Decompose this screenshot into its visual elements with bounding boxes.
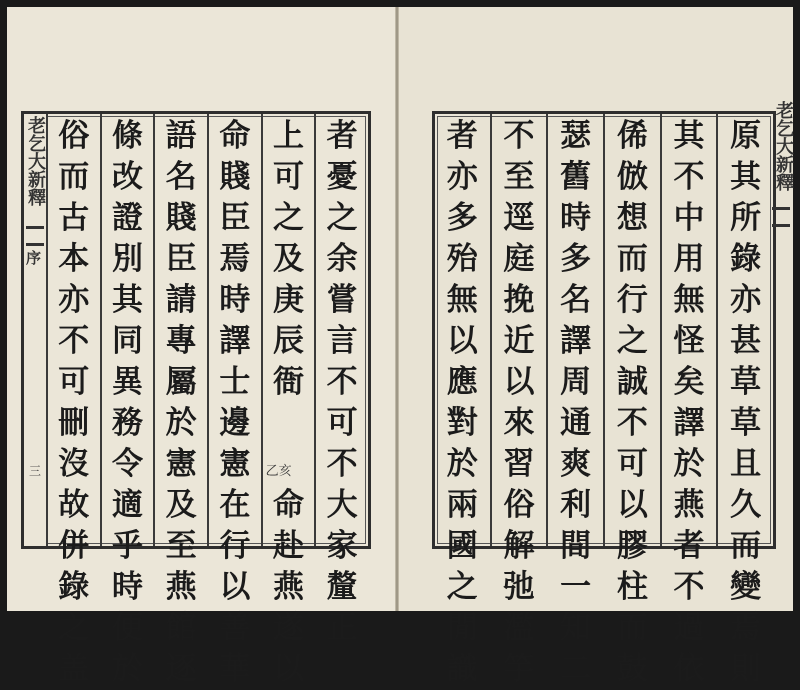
glyph: 語	[165, 118, 197, 154]
glyph: 不	[58, 323, 90, 359]
glyph: 鼓	[616, 651, 648, 687]
glyph: 上	[272, 118, 304, 154]
glyph: 以	[446, 323, 478, 359]
margin-banner	[24, 114, 46, 546]
glyph: 大	[326, 487, 358, 523]
glyph: 所	[730, 200, 762, 236]
glyph: 之	[58, 610, 90, 646]
glyph: 其	[730, 159, 762, 195]
glyph: 譯	[673, 405, 705, 441]
right-column-2	[660, 114, 717, 687]
glyph: 燕	[272, 569, 304, 605]
glyph: 亦	[446, 159, 478, 195]
glyph: 衙	[272, 364, 304, 400]
right-column-5	[490, 114, 547, 687]
left-page	[7, 7, 395, 687]
glyph: 過	[673, 610, 705, 646]
left-column-3	[207, 114, 261, 687]
glyph: 古	[58, 200, 90, 236]
glyph: 臣	[165, 241, 197, 277]
glyph: 言	[326, 323, 358, 359]
glyph: 憲	[219, 446, 251, 482]
glyph: 俗	[58, 118, 90, 154]
glyph: 柱	[616, 569, 648, 605]
glyph: 賤	[219, 159, 251, 195]
glyph: 命	[272, 487, 304, 523]
glyph: 正	[326, 610, 358, 646]
glyph: 者	[446, 118, 478, 154]
glyph: 草	[730, 364, 762, 400]
glyph: 閒	[446, 610, 478, 646]
glyph: 中	[673, 200, 705, 236]
glyph: 多	[446, 200, 478, 236]
glyph: 盖	[58, 651, 90, 687]
glyph: 釐	[326, 569, 358, 605]
glyph: 燕	[165, 569, 197, 605]
page-number: 三	[28, 464, 41, 478]
glyph: 之	[326, 200, 358, 236]
glyph: 行	[219, 528, 251, 564]
glyph: 應	[446, 364, 478, 400]
glyph: 而	[730, 528, 762, 564]
glyph: 在	[219, 487, 251, 523]
glyph: 焉	[730, 610, 762, 646]
glyph: 變	[730, 569, 762, 605]
glyph: 原	[730, 118, 762, 154]
glyph: 庚	[272, 282, 304, 318]
glyph: 解	[503, 528, 535, 564]
glyph: 於	[165, 405, 197, 441]
glyph: 便	[111, 610, 143, 646]
glyph: 時	[111, 569, 143, 605]
glyph: 邊	[219, 405, 251, 441]
glyph: 余	[326, 241, 358, 277]
glyph: 譯	[219, 323, 251, 359]
left-column-5	[100, 114, 154, 687]
right-column-3	[603, 114, 660, 687]
glyph: 本	[58, 241, 90, 277]
glyph: 知	[560, 610, 592, 646]
glyph: 併	[58, 528, 90, 564]
glyph: 利	[560, 487, 592, 523]
glyph: 濫	[503, 610, 535, 646]
glyph: 乎	[111, 528, 143, 564]
glyph	[273, 403, 304, 444]
glyph: 其	[673, 118, 705, 154]
glyph: 故	[58, 487, 90, 523]
glyph: 逐	[165, 651, 197, 687]
glyph: 久	[730, 487, 762, 523]
glyph: 至	[165, 528, 197, 564]
glyph: 不	[503, 118, 535, 154]
glyph: 依	[673, 651, 705, 687]
glyph: 草	[730, 405, 762, 441]
glyph: 倣	[616, 159, 648, 195]
glyph: 殆	[446, 241, 478, 277]
glyph: 者	[673, 528, 705, 564]
glyph: 弛	[503, 569, 535, 605]
glyph: 至	[503, 159, 535, 195]
glyph: 則	[730, 651, 762, 687]
glyph: 亦	[730, 282, 762, 318]
glyph: 識	[446, 651, 478, 687]
right-column-6	[435, 114, 490, 687]
right-column-4	[546, 114, 603, 687]
glyph: 譯	[560, 323, 592, 359]
glyph: 於	[673, 446, 705, 482]
glyph: 憂	[326, 159, 358, 195]
glyph: 對	[446, 405, 478, 441]
glyph: 臣	[219, 200, 251, 236]
glyph: 舊	[560, 159, 592, 195]
glyph: 條	[111, 118, 143, 154]
glyph: 竽	[503, 651, 535, 687]
glyph: 辰	[272, 323, 304, 359]
glyph: 周	[560, 364, 592, 400]
glyph: 且	[730, 446, 762, 482]
glyph: 同	[111, 323, 143, 359]
left-column-2	[261, 114, 315, 687]
glyph: 以	[272, 651, 304, 687]
glyph: 於	[446, 446, 478, 482]
glyph: 赴	[272, 528, 304, 564]
glyph: 行	[616, 282, 648, 318]
glyph: 俗	[503, 487, 535, 523]
glyph: 誠	[616, 364, 648, 400]
glyph: 近	[503, 323, 535, 359]
glyph: 一	[560, 569, 592, 605]
glyph: 錄	[730, 241, 762, 277]
glyph: 其	[111, 282, 143, 318]
glyph: 挽	[503, 282, 535, 318]
right-text-frame	[432, 111, 776, 687]
glyph: 之	[272, 200, 304, 236]
glyph: 甚	[730, 323, 762, 359]
glyph: 可	[272, 159, 304, 195]
right-fishtail-ornament	[772, 207, 790, 227]
glyph: 館	[165, 610, 197, 646]
book-spread	[7, 7, 794, 687]
glyph: 以	[616, 487, 648, 523]
left-text-frame	[21, 111, 371, 687]
left-column-1	[314, 114, 368, 646]
left-column-6	[46, 114, 100, 687]
glyph: 不	[673, 569, 705, 605]
glyph: 專	[165, 323, 197, 359]
glyph: 異	[111, 364, 143, 400]
glyph: 遂	[272, 610, 304, 646]
glyph: 改	[111, 159, 143, 195]
glyph: 逕	[503, 200, 535, 236]
glyph: 無	[446, 282, 478, 318]
glyph: 憲	[165, 446, 197, 482]
glyph: 用	[673, 241, 705, 277]
right-column-1	[716, 114, 773, 687]
glyph: 焉	[219, 241, 251, 277]
margin-section: 序	[23, 250, 42, 265]
glyph: 可	[326, 405, 358, 441]
glyph: 而	[58, 159, 90, 195]
glyph: 屬	[165, 364, 197, 400]
glyph: 兩	[446, 487, 478, 523]
glyph: 不	[673, 159, 705, 195]
right-margin-title: 老乞大新釋	[773, 101, 794, 191]
glyph: 不	[326, 446, 358, 482]
glyph: 爽	[560, 446, 592, 482]
glyph: 俙	[616, 118, 648, 154]
glyph: 二	[560, 651, 592, 687]
glyph: 刪	[58, 405, 90, 441]
glyph: 於	[111, 651, 143, 687]
glyph: 可	[616, 446, 648, 482]
glyph: 以	[219, 569, 251, 605]
glyph: 想	[616, 200, 648, 236]
glyph: 沒	[58, 446, 90, 482]
glyph: 之	[446, 569, 478, 605]
left-columns	[23, 114, 368, 687]
glyph: 時	[219, 282, 251, 318]
glyph: 及	[165, 487, 197, 523]
glyph: 嘗	[326, 282, 358, 318]
glyph: 膠	[616, 528, 648, 564]
glyph: 名	[165, 159, 197, 195]
glyph: 及	[272, 241, 304, 277]
glyph: 亦	[58, 282, 90, 318]
glyph: 而	[616, 610, 648, 646]
glyph: 不	[326, 364, 358, 400]
glyph: 者	[326, 118, 358, 154]
glyph: 以	[503, 364, 535, 400]
glyph: 矣	[673, 364, 705, 400]
glyph: 善	[219, 610, 251, 646]
glyph: 而	[616, 241, 648, 277]
glyph: 無	[673, 282, 705, 318]
left-column-4	[153, 114, 207, 687]
glyph: 名	[560, 282, 592, 318]
glyph: 國	[446, 528, 478, 564]
margin-title: 老乞大新釋	[24, 116, 46, 206]
glyph: 庭	[503, 241, 535, 277]
glyph: 來	[503, 405, 535, 441]
glyph: 家	[326, 528, 358, 564]
glyph: 之	[616, 323, 648, 359]
glyph: 賤	[165, 200, 197, 236]
glyph: 適	[111, 487, 143, 523]
glyph: 不	[616, 405, 648, 441]
glyph: 證	[111, 200, 143, 236]
glyph: 可	[58, 364, 90, 400]
glyph: 怪	[673, 323, 705, 359]
glyph: 請	[165, 282, 197, 318]
right-margin-banner	[771, 101, 793, 311]
glyph: 務	[111, 405, 143, 441]
glyph: 時	[560, 200, 592, 236]
glyph: 錄	[58, 569, 90, 605]
glyph: 間	[560, 528, 592, 564]
left-margin-banner	[24, 114, 46, 546]
column-annotation: 乙亥	[265, 464, 292, 479]
glyph: 多	[560, 241, 592, 277]
glyph: 令	[111, 446, 143, 482]
fishtail-ornament	[26, 226, 44, 246]
right-page	[399, 7, 794, 687]
glyph: 燕	[673, 487, 705, 523]
glyph: 習	[503, 446, 535, 482]
glyph: 士	[219, 364, 251, 400]
right-columns	[435, 114, 773, 687]
glyph: 命	[219, 118, 251, 154]
glyph: 瑟	[560, 118, 592, 154]
glyph: 通	[560, 405, 592, 441]
glyph: 華	[219, 651, 251, 687]
glyph: 別	[111, 241, 143, 277]
